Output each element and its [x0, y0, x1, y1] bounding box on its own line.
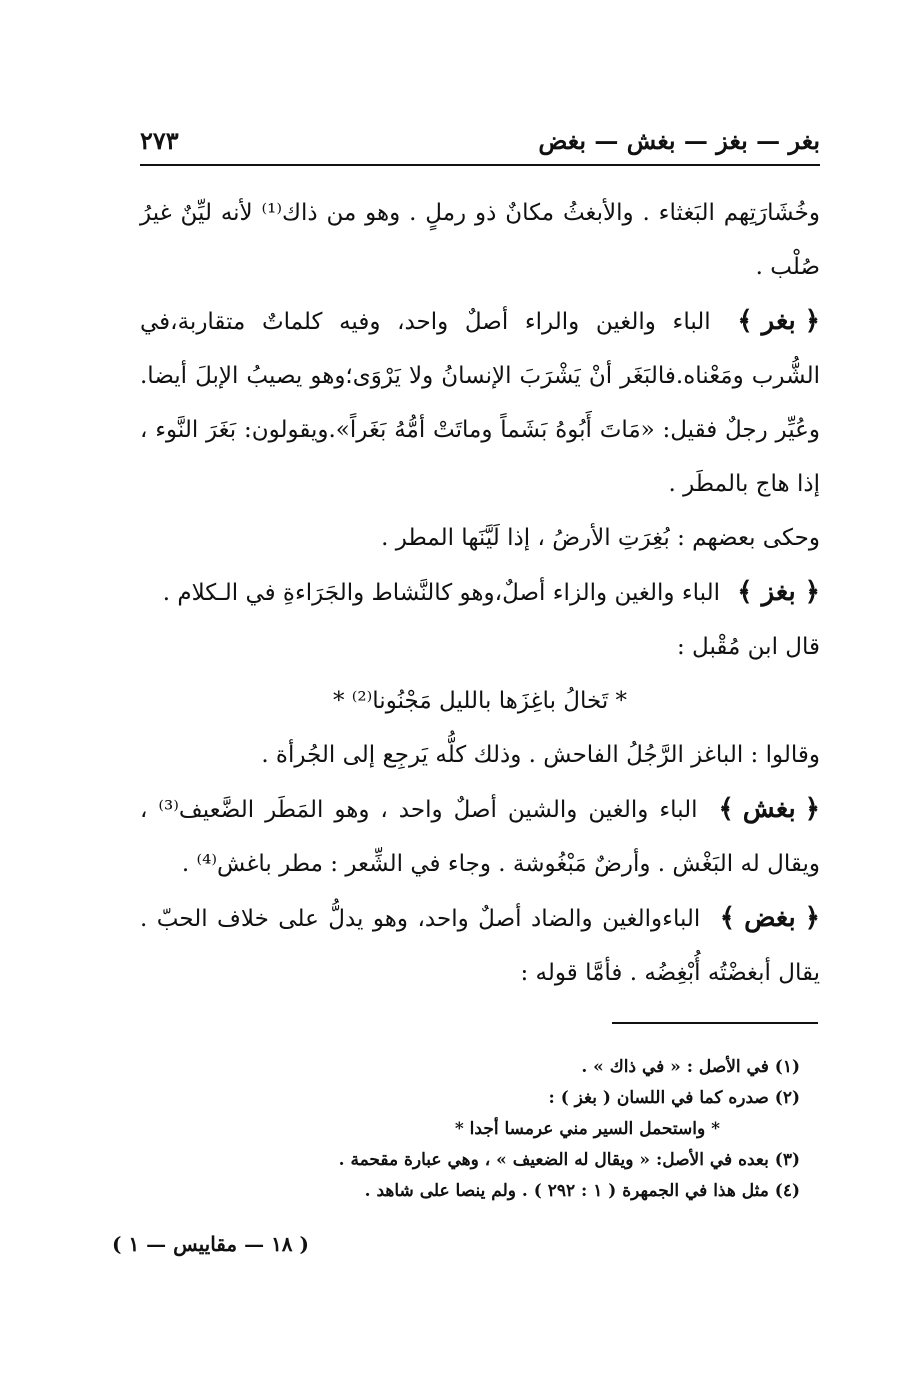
entry-text: الباء والغين والشين أصلٌ واحد ، وهو المَطَر الضَّعيف⁽³⁾ ، ويقال له البَغْش . وأرضٌ مَبْغُوشة . وجاء في الشِّعر : مطر باغش⁽⁴⁾ . — [140, 797, 820, 877]
entry-text: الباءوالغين والضاد أصلٌ واحد، وهو يدلُّ على خلاف الحبّ . يقال أبغضْتُه أُبْغِضُه . فأمَّا قوله : — [140, 906, 820, 986]
footnotes — [200, 1052, 800, 1207]
entry-text: الباء والغين والزاء أصلٌ،وهو كالنَّشاط والجَرَاءةِ في الـكلام . — [162, 580, 720, 606]
page-header — [140, 118, 820, 162]
footnote-rule — [612, 1022, 818, 1024]
paragraph: قال ابن مُقْبل : — [676, 634, 820, 660]
footnote: (٤) مثل هذا في الجمهرة ( ١ : ٢٩٢ ) . ولم ينصا على شاهد . — [364, 1181, 800, 1201]
paragraph: وقالوا : الباغز الرَّجُلُ الفاحش . وذلك كلُّه يَرجِع إلى الجُرأة . — [261, 742, 820, 768]
entry-head: ﴿ بغض ﴾ — [719, 903, 821, 933]
entry-head: ﴿ بغز ﴾ — [737, 577, 820, 607]
paragraph: وحكى بعضهم : بُغِرَتِ الأرضُ ، إذا لَيَّنَها المطر . — [381, 525, 820, 551]
footnote-quote: * واستحمل السير مني عرمسا أجدا * — [454, 1119, 720, 1139]
footnote: (١) في الأصل : « في ذاك » . — [581, 1057, 800, 1077]
body-text — [140, 186, 820, 1000]
paragraph: وخُشَارَتِهم البَغثاء . والأبغثُ مكانٌ ذو رملٍ . وهو من ذاك⁽¹⁾ لأنه ليِّنٌ غيرُ صُلْب . — [140, 200, 820, 280]
entry-bghd — [140, 891, 820, 1000]
header-rule — [140, 164, 820, 166]
entry-bghz — [140, 565, 820, 620]
page-number: ٢٧٣ — [140, 125, 179, 155]
footnote: (٣) بعده في الأصل: « ويقال له الضعيف » ، وهي عبارة مقحمة . — [338, 1150, 800, 1170]
footnote: (٢) صدره كما في اللسان ( بغز ) : — [548, 1088, 800, 1108]
entry-bghr — [140, 294, 820, 511]
entry-head: ﴿ بغر ﴾ — [737, 306, 821, 336]
verse: * تَخالُ باغِزَها بالليل مَجْنُونا⁽²⁾ * — [332, 688, 628, 714]
entry-head: ﴿ بغش ﴾ — [718, 794, 820, 824]
printer-signature: ( ١٨ — مقاييس — ١ ) — [112, 1232, 309, 1256]
running-title: بغر — بغز — بغش — بغض — [538, 125, 820, 155]
entry-text: الباء والغين والراء أصلٌ واحد، وفيه كلماتٌ متقاربة،في الشُّرب ومَعْناه.فالبَغَر أنْ يَشْرَبَ الإنسانُ ولا يَرْوَى؛وهو يصيبُ الإبلَ أيضا. وعُيِّر رجلٌ فقيل: «مَاتَ أَبُوهُ بَشَماً وماتَتْ أمُّهُ بَغَراً».ويقولون: بَغَرَ النَّوء ، إذا هاج بالمطَر . — [140, 309, 820, 497]
entry-bghsh — [140, 782, 820, 891]
